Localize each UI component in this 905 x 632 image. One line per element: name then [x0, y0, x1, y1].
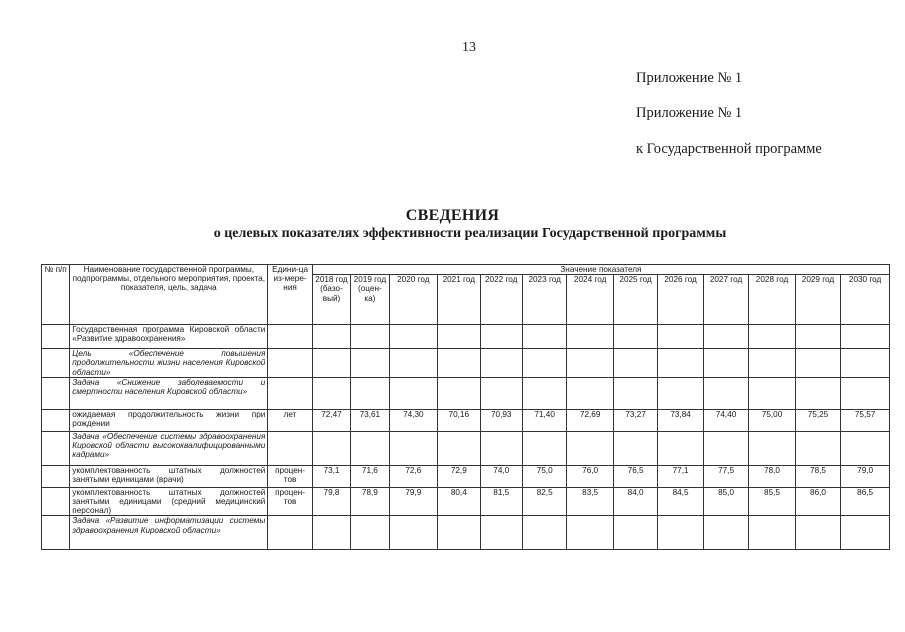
value-cell: 84,5 — [658, 487, 703, 516]
header-year: 2021 год — [438, 275, 480, 325]
row-num-cell — [42, 465, 70, 487]
value-cell — [351, 377, 389, 409]
value-cell: 76,5 — [613, 465, 657, 487]
value-cell: 79,8 — [312, 487, 350, 516]
value-cell: 73,1 — [312, 465, 350, 487]
value-cell — [749, 516, 795, 550]
value-cell — [841, 377, 890, 409]
value-cell: 79,9 — [389, 487, 438, 516]
header-year: 2023 год — [522, 275, 566, 325]
header-year: 2019 год (оцен-ка) — [351, 275, 389, 325]
appendix-line-1: Приложение № 1 — [636, 70, 743, 86]
value-cell — [312, 516, 350, 550]
row-unit-cell — [268, 349, 312, 378]
value-cell — [438, 377, 480, 409]
value-cell — [658, 377, 703, 409]
document-title: СВЕДЕНИЯ — [405, 207, 500, 224]
value-cell — [658, 349, 703, 378]
header-year: 2027 год — [703, 275, 748, 325]
header-year: 2030 год — [841, 275, 890, 325]
header-name: Наименование государственной программы, подпрограммы, отдельного мероприятия, проекта, показателя, цель, задача — [70, 265, 268, 325]
value-cell: 77,1 — [658, 465, 703, 487]
value-cell — [749, 325, 795, 349]
value-cell: 74,30 — [389, 409, 438, 431]
row-unit-cell — [268, 377, 312, 409]
value-cell: 78,9 — [351, 487, 389, 516]
value-cell — [613, 349, 657, 378]
value-cell: 86,0 — [795, 487, 840, 516]
value-cell — [703, 325, 748, 349]
value-cell — [480, 349, 522, 378]
value-cell: 80,4 — [438, 487, 480, 516]
value-cell: 73,84 — [658, 409, 703, 431]
value-cell — [438, 516, 480, 550]
value-cell — [613, 431, 657, 465]
row-num-cell — [42, 409, 70, 431]
value-cell: 71,6 — [351, 465, 389, 487]
value-cell: 75,25 — [795, 409, 840, 431]
header-year: 2018 год (базо-вый) — [312, 275, 350, 325]
table-row — [42, 377, 890, 409]
value-cell: 74,0 — [480, 465, 522, 487]
value-cell — [703, 349, 748, 378]
value-cell: 81,5 — [480, 487, 522, 516]
value-cell: 70,93 — [480, 409, 522, 431]
value-cell: 83,5 — [567, 487, 613, 516]
value-cell — [389, 431, 438, 465]
row-unit-cell — [268, 516, 312, 550]
document-subtitle: о целевых показателях эффективности реализации Государственной программы — [213, 226, 727, 241]
value-cell — [312, 431, 350, 465]
value-cell — [389, 516, 438, 550]
value-cell — [613, 377, 657, 409]
value-cell — [389, 325, 438, 349]
table-row — [42, 487, 890, 516]
header-year: 2022 год — [480, 275, 522, 325]
value-cell: 75,0 — [522, 465, 566, 487]
header-year: 2026 год — [658, 275, 703, 325]
value-cell — [438, 325, 480, 349]
page-number: 13 — [462, 40, 476, 55]
value-cell — [351, 349, 389, 378]
indicators-table — [41, 264, 890, 550]
value-cell — [480, 325, 522, 349]
value-cell — [795, 349, 840, 378]
value-cell — [567, 431, 613, 465]
value-cell: 78,5 — [795, 465, 840, 487]
table-row — [42, 516, 890, 550]
value-cell: 72,69 — [567, 409, 613, 431]
table-row — [42, 325, 890, 349]
value-cell — [567, 325, 613, 349]
value-cell — [312, 377, 350, 409]
row-unit-cell — [268, 431, 312, 465]
value-cell — [438, 349, 480, 378]
value-cell — [351, 516, 389, 550]
value-cell — [312, 325, 350, 349]
header-year: 2025 год — [613, 275, 657, 325]
header-num: № п/п — [42, 265, 70, 325]
value-cell: 85,0 — [703, 487, 748, 516]
value-cell — [312, 349, 350, 378]
value-cell: 74,40 — [703, 409, 748, 431]
value-cell — [480, 516, 522, 550]
row-name-cell: укомплектованность штатных должностей занятыми единицами (врачи) — [70, 465, 268, 487]
header-year: 2029 год — [795, 275, 840, 325]
value-cell: 75,00 — [749, 409, 795, 431]
row-num-cell — [42, 516, 70, 550]
value-cell — [841, 516, 890, 550]
value-cell — [522, 377, 566, 409]
value-cell — [522, 325, 566, 349]
value-cell: 72,47 — [312, 409, 350, 431]
value-cell — [703, 516, 748, 550]
value-cell — [749, 431, 795, 465]
value-cell — [841, 349, 890, 378]
value-cell: 78,0 — [749, 465, 795, 487]
value-cell: 72,6 — [389, 465, 438, 487]
value-cell — [795, 516, 840, 550]
value-cell — [567, 516, 613, 550]
value-cell: 77,5 — [703, 465, 748, 487]
row-num-cell — [42, 325, 70, 349]
value-cell — [567, 377, 613, 409]
row-name-cell: Задача «Развитие информатизации системы здравоохранения Кировской области» — [70, 516, 268, 550]
header-year: 2028 год — [749, 275, 795, 325]
row-name-cell: Цель «Обеспечение повышения продолжительности жизни населения Кировской области» — [70, 349, 268, 378]
value-cell: 70,16 — [438, 409, 480, 431]
appendix-line-3: к Государственной программе — [636, 141, 822, 157]
value-cell — [522, 431, 566, 465]
value-cell — [795, 325, 840, 349]
value-cell: 73,61 — [351, 409, 389, 431]
table-row — [42, 349, 890, 378]
value-cell: 85,5 — [749, 487, 795, 516]
value-cell — [438, 431, 480, 465]
value-cell — [795, 431, 840, 465]
value-cell — [480, 377, 522, 409]
value-cell: 84,0 — [613, 487, 657, 516]
value-cell: 75,57 — [841, 409, 890, 431]
value-cell — [658, 431, 703, 465]
value-cell — [522, 349, 566, 378]
row-name-cell: ожидаемая продолжительность жизни при рождении — [70, 409, 268, 431]
value-cell: 71,40 — [522, 409, 566, 431]
value-cell — [389, 349, 438, 378]
table-row — [42, 431, 890, 465]
row-name-cell: укомплектованность штатных должностей занятыми единицами (средний медицинский персонал) — [70, 487, 268, 516]
row-num-cell — [42, 377, 70, 409]
row-unit-cell: лет — [268, 409, 312, 431]
header-year: 2024 год — [567, 275, 613, 325]
value-cell: 72,9 — [438, 465, 480, 487]
value-cell — [613, 325, 657, 349]
value-cell — [749, 349, 795, 378]
value-cell — [351, 325, 389, 349]
row-num-cell — [42, 487, 70, 516]
value-cell — [389, 377, 438, 409]
value-cell: 76,0 — [567, 465, 613, 487]
value-cell — [351, 431, 389, 465]
table-row — [42, 465, 890, 487]
row-name-cell: Государственная программа Кировской области «Развитие здравоохранения» — [70, 325, 268, 349]
value-cell — [658, 516, 703, 550]
value-cell — [480, 431, 522, 465]
value-cell — [703, 431, 748, 465]
table-row — [42, 409, 890, 431]
value-cell: 73,27 — [613, 409, 657, 431]
value-cell — [522, 516, 566, 550]
row-unit-cell: процен-тов — [268, 465, 312, 487]
value-cell — [841, 325, 890, 349]
value-cell: 82,5 — [522, 487, 566, 516]
row-num-cell — [42, 349, 70, 378]
row-num-cell — [42, 431, 70, 465]
header-year: 2020 год — [389, 275, 438, 325]
row-unit-cell — [268, 325, 312, 349]
value-cell — [795, 377, 840, 409]
value-cell — [703, 377, 748, 409]
row-unit-cell: процен-тов — [268, 487, 312, 516]
value-cell: 86,5 — [841, 487, 890, 516]
row-name-cell: Задача «Снижение заболеваемости и смертности населения Кировской области» — [70, 377, 268, 409]
appendix-line-2: Приложение № 1 — [636, 105, 743, 121]
header-unit: Едини-ца из-мере-ния — [268, 265, 312, 325]
value-cell — [658, 325, 703, 349]
value-cell — [613, 516, 657, 550]
row-name-cell: Задача «Обеспечение системы здравоохранения Кировской области высококвалифицированными кадрами» — [70, 431, 268, 465]
value-cell — [841, 431, 890, 465]
value-cell: 79,0 — [841, 465, 890, 487]
header-values: Значение показателя — [312, 265, 889, 275]
value-cell — [749, 377, 795, 409]
value-cell — [567, 349, 613, 378]
